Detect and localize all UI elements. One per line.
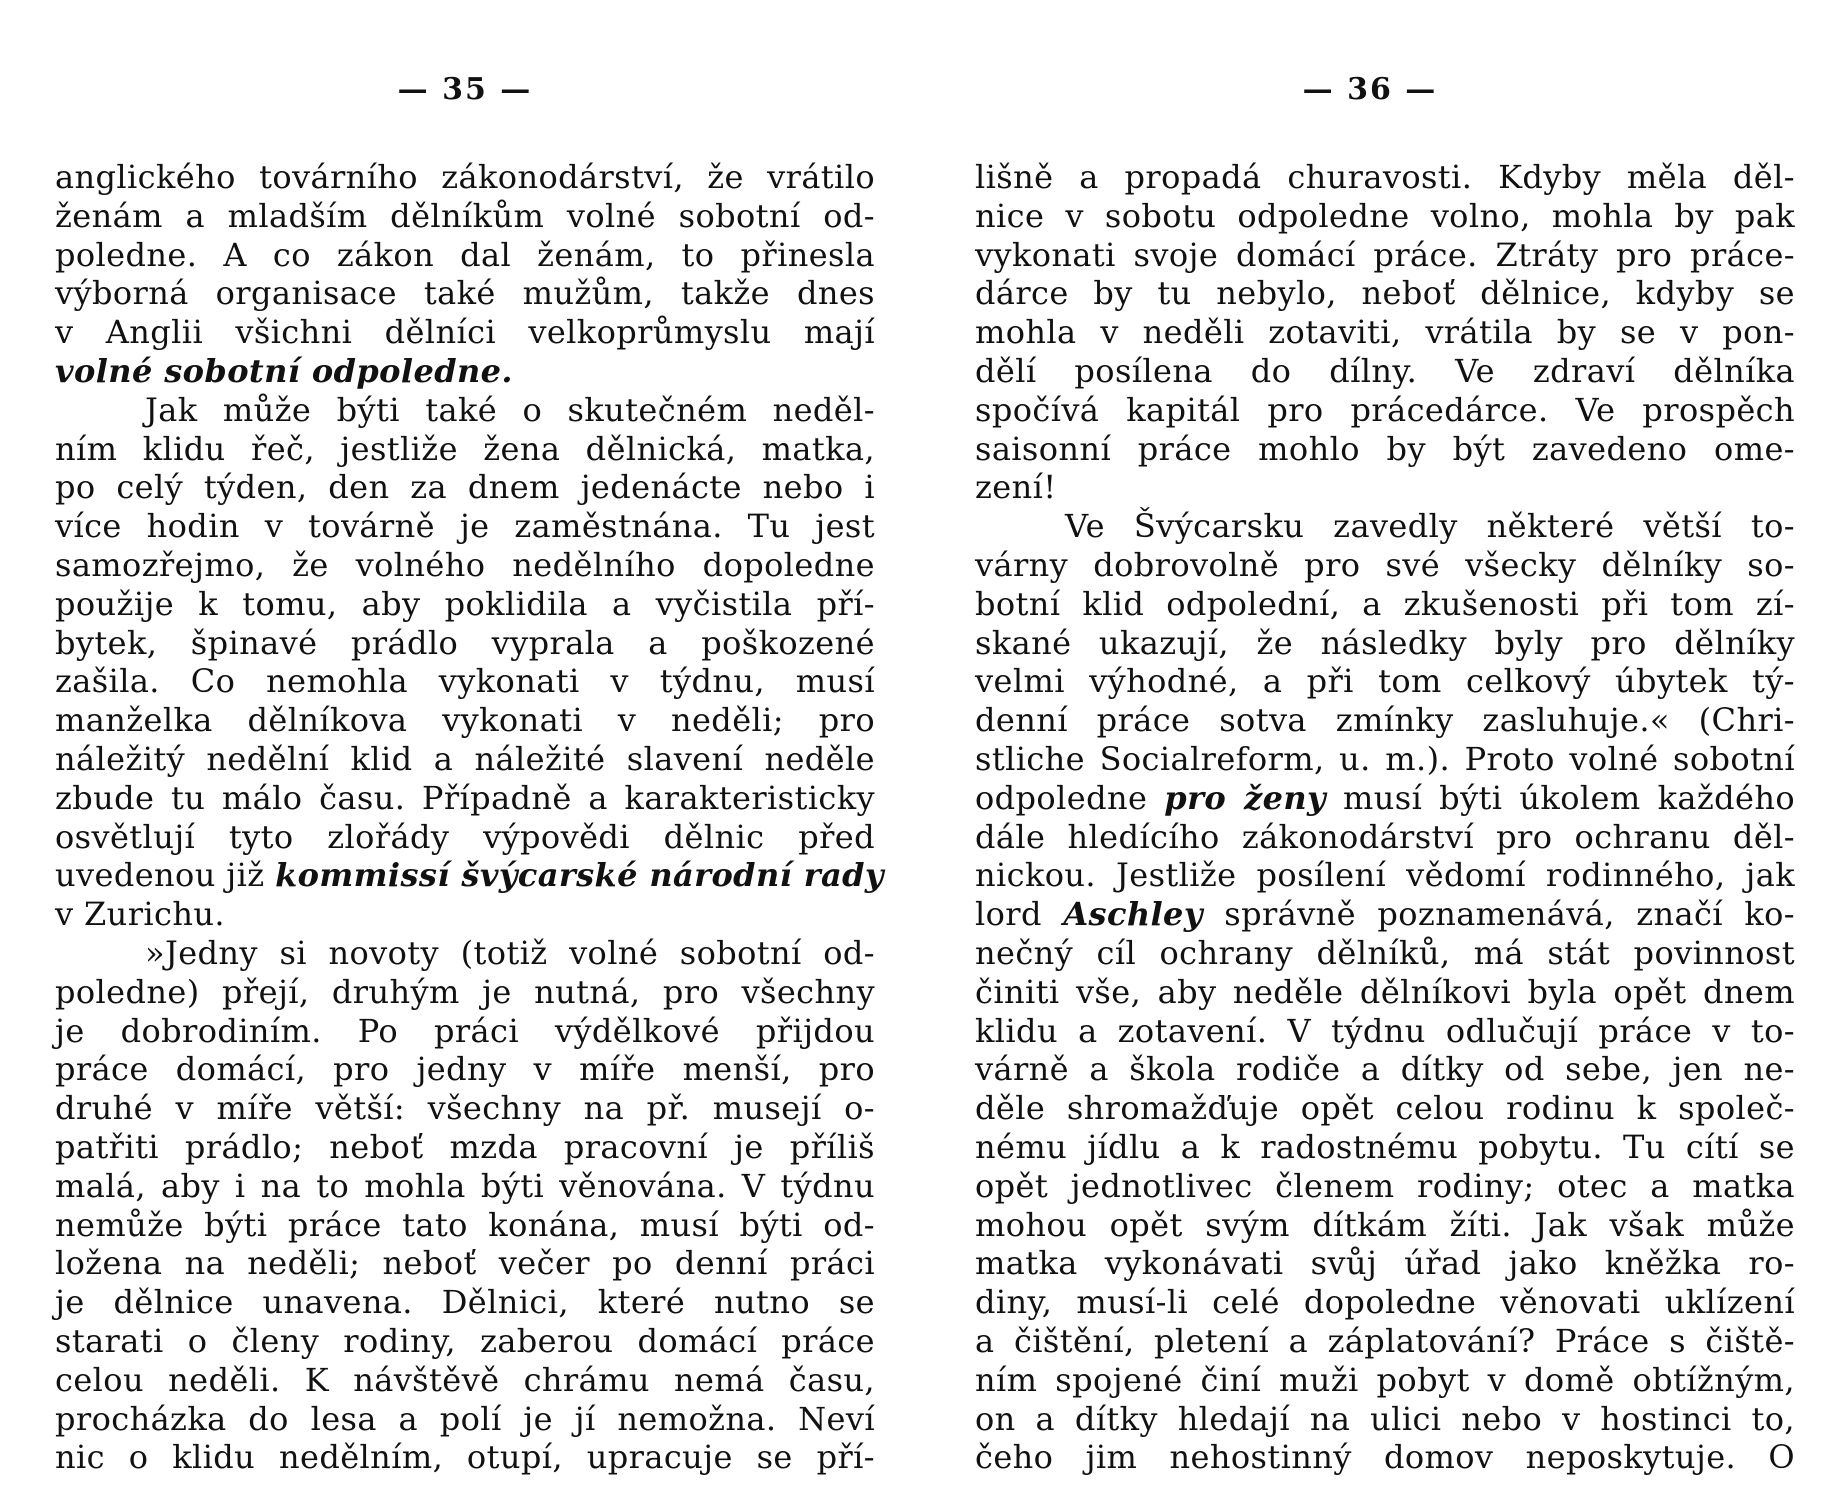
text-run: musí býti úkolem každého (1326, 778, 1796, 817)
text-line (55, 856, 884, 895)
text-line: mohla v neděli zotaviti, vrátila by se v pon- (975, 313, 1795, 352)
text-line: více hodin v továrně je zaměstnána. Tu jest (55, 507, 875, 546)
text-line: stliche Socialreform, u. m.). Proto volné sobotní (975, 739, 1795, 778)
text-line: nému jídlu a k radostnému pobytu. Tu cítí se (975, 1127, 1795, 1166)
page-number: — 36 — (1302, 72, 1438, 107)
text-line: zašila. Co nemohla vykonati v týdnu, musí (55, 662, 875, 701)
text-line: činiti vše, aby neděle dělníkovi byla opět dnem (975, 972, 1795, 1011)
text-line: zbude tu málo času. Případně a karakteristicky (55, 778, 875, 817)
text-line: bytek, špinavé prádlo vyprala a poškozené (55, 623, 875, 662)
text-line: malá, aby i na to mohla býti věnována. V týdnu (55, 1166, 875, 1205)
right-page (975, 0, 1795, 1500)
text-run: uvedenou již (55, 856, 276, 895)
page-number: — 35 — (397, 72, 533, 107)
text-line: dále hledícího zákonodárství pro ochranu děl- (975, 817, 1795, 856)
text-line: on a dítky hledají na ulici nebo v hostinci to, (975, 1399, 1795, 1438)
text-line: »Jedny si novoty (totiž volné sobotní od- (145, 933, 875, 972)
text-line: denní práce sotva zmínky zasluhuje.« (Chri- (975, 701, 1795, 740)
text-line: náležitý nedělní klid a náležité slavení neděle (55, 739, 875, 778)
page-text (975, 158, 1795, 1477)
text-run: lord (975, 895, 1064, 934)
text-line: zení! (975, 468, 1057, 507)
text-line: ním spojené činí muži pobyt v domě obtížným, (975, 1360, 1795, 1399)
text-line: várny dobrovolně pro své všecky dělníky so- (975, 545, 1795, 584)
text-line: celou neděli. K návštěvě chrámu nemá času, (55, 1360, 875, 1399)
text-line: nic o klidu nedělním, otupí, upracuje se pří- (55, 1438, 875, 1477)
text-line: opět jednotlivec členem rodiny; otec a matka (975, 1166, 1795, 1205)
text-line: ženám a mladším dělníkům volné sobotní od- (55, 196, 875, 235)
text-line: patřiti prádlo; neboť mzda pracovní je příliš (55, 1127, 875, 1166)
text-line: lišně a propadá churavosti. Kdyby měla děl- (975, 158, 1795, 196)
text-line: nice v sobotu odpoledne volno, mohla by pak (975, 196, 1795, 235)
text-line: v Anglii všichni dělníci velkoprůmyslu mají (55, 313, 875, 352)
text-line: saisonní práce mohlo by být zavedeno ome- (975, 429, 1795, 468)
text-line (975, 895, 1795, 934)
text-line: várně a škola rodiče a dítky od sebe, jen ne- (975, 1050, 1795, 1089)
text-line: mohou opět svým dítkám žíti. Jak však může (975, 1205, 1795, 1244)
text-line: nickou. Jestliže posílení vědomí rodinného, jak (975, 856, 1795, 895)
text-line: nečný cíl ochrany dělníků, má stát povinnost (975, 933, 1795, 972)
text-line: je dělnice unavena. Dělnici, které nutno se (55, 1283, 875, 1322)
text-line: osvětlují tyto zlořády výpovědi dělnic před (55, 817, 875, 856)
text-line: klidu a zotavení. V týdnu odlučují práce v to- (975, 1011, 1795, 1050)
text-line: ložena na neděli; neboť večer po denní práci (55, 1244, 875, 1283)
emphasized-text: volné sobotní odpoledne. (55, 351, 513, 390)
text-line: Jak může býti také o skutečném neděl- (145, 390, 875, 429)
text-line: manželka dělníkova vykonati v neděli; pro (55, 701, 875, 740)
text-line: vykonati svoje domácí práce. Ztráty pro práce- (975, 235, 1795, 274)
text-line: a čištění, pletení a záplatování? Práce s čiště- (975, 1321, 1795, 1360)
text-line: procházka do lesa a polí je jí nemožna. Neví (55, 1399, 875, 1438)
text-line: čeho jim nehostinný domov neposkytuje. O (975, 1438, 1795, 1477)
text-line: ním klidu řeč, jestliže žena dělnická, matka, (55, 429, 875, 468)
emphasized-text: pro ženy (1164, 778, 1327, 817)
text-line (55, 352, 875, 391)
text-line: anglického továrního zákonodárství, že vrátilo (55, 158, 875, 196)
text-line: nemůže býti práce tato konána, musí býti od- (55, 1205, 875, 1244)
emphasized-text: kommissí švýcarské národní rady (275, 856, 884, 895)
text-line: poledne. A co zákon dal ženám, to přinesla (55, 235, 875, 274)
text-line: po celý týden, den za dnem jedenácte nebo i (55, 468, 875, 507)
text-line: druhé v míře větší: všechny na př. musejí o- (55, 1089, 875, 1128)
text-line: spočívá kapitál pro prácedárce. Ve prospěch (975, 390, 1795, 429)
text-line: práce domácí, pro jedny v míře menší, pro (55, 1050, 875, 1089)
text-line: samozřejmo, že volného nedělního dopoledne (55, 545, 875, 584)
text-line: diny, musí-li celé dopoledne věnovati uklízení (975, 1283, 1795, 1322)
text-line: skané ukazují, že následky byly pro dělníky (975, 623, 1795, 662)
page-text (55, 158, 884, 1477)
emphasized-text: Aschley (1063, 895, 1203, 934)
left-page (55, 0, 884, 1500)
text-line: dárce by tu nebylo, neboť dělnice, kdyby se (975, 274, 1795, 313)
text-line (975, 779, 1795, 818)
text-run: odpoledne (975, 778, 1165, 817)
text-line: Ve Švýcarsku zavedly některé větší to- (1065, 507, 1795, 546)
text-line: velmi výhodné, a při tom celkový úbytek tý- (975, 662, 1795, 701)
text-line: starati o členy rodiny, zaberou domácí práce (55, 1321, 875, 1360)
text-run: správně poznamenává, značí ko- (1202, 895, 1795, 934)
text-line: botní klid odpolední, a zkušenosti při tom zí- (975, 584, 1795, 623)
text-line: dělí posílena do dílny. Ve zdraví dělníka (975, 351, 1795, 390)
text-line: je dobrodiním. Po práci výdělkové přijdou (55, 1011, 875, 1050)
text-line: matka vykonávati svůj úřad jako kněžka ro- (975, 1244, 1795, 1283)
text-line: výborná organisace také mužům, takže dnes (55, 274, 875, 313)
text-line: děle shromažďuje opět celou rodinu k společ- (975, 1089, 1795, 1128)
text-line: poledne) přejí, druhým je nutná, pro všechny (55, 972, 875, 1011)
text-line: v Zurichu. (55, 895, 225, 934)
text-line: použije k tomu, aby poklidila a vyčistila pří- (55, 584, 875, 623)
